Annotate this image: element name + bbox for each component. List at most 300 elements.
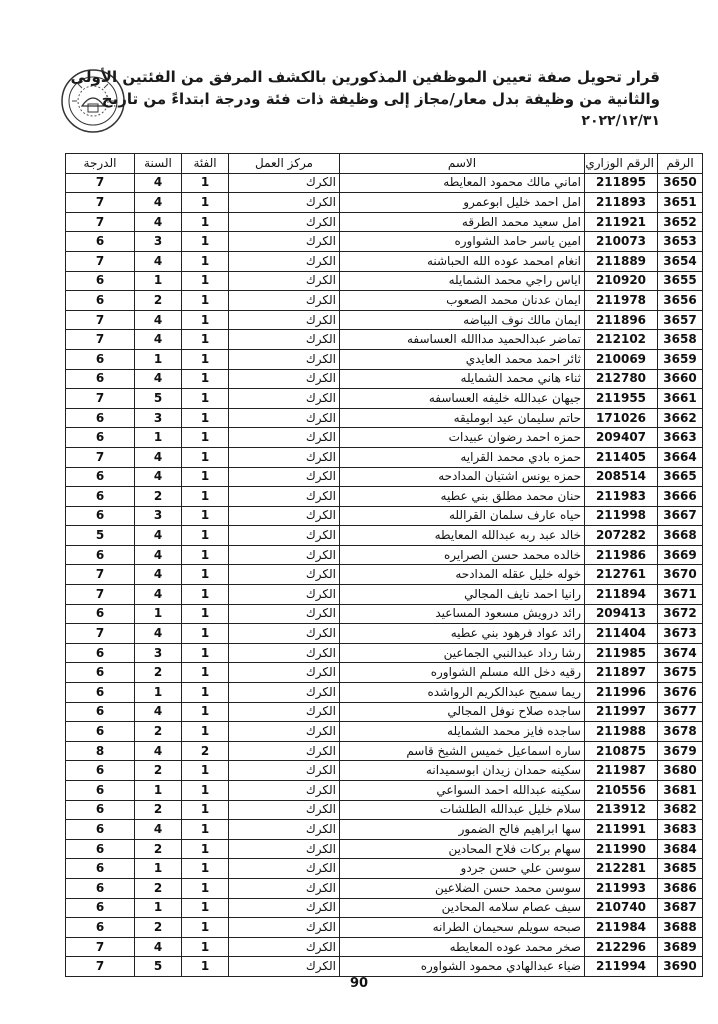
table-row: [66, 506, 703, 526]
cell-work-center: الكرك: [229, 173, 340, 193]
cell-name: ثائر احمد محمد العايدي: [340, 349, 585, 369]
cell-category: 1: [182, 232, 229, 252]
cell-work-center: الكرك: [229, 624, 340, 644]
cell-year: 1: [135, 781, 182, 801]
cell-ministry-no: 210556: [585, 781, 658, 801]
table-row: [66, 251, 703, 271]
table-row: [66, 389, 703, 409]
cell-grade: 6: [66, 898, 135, 918]
cell-serial: 3670: [658, 565, 703, 585]
cell-grade: 6: [66, 663, 135, 683]
cell-grade: 6: [66, 349, 135, 369]
cell-ministry-no: 210875: [585, 741, 658, 761]
cell-grade: 7: [66, 193, 135, 213]
cell-serial: 3689: [658, 937, 703, 957]
table-row: [66, 859, 703, 879]
table-row: [66, 898, 703, 918]
cell-work-center: الكرك: [229, 683, 340, 703]
cell-work-center: الكرك: [229, 447, 340, 467]
cell-work-center: الكرك: [229, 643, 340, 663]
cell-category: 1: [182, 349, 229, 369]
cell-name: حياه عارف سلمان القرالله: [340, 506, 585, 526]
cell-name: ريما سميح عبدالكريم الرواشده: [340, 683, 585, 703]
cell-work-center: الكرك: [229, 428, 340, 448]
cell-grade: 6: [66, 800, 135, 820]
cell-grade: 6: [66, 428, 135, 448]
cell-work-center: الكرك: [229, 957, 340, 977]
table-row: [66, 310, 703, 330]
table-row: [66, 212, 703, 232]
cell-year: 1: [135, 683, 182, 703]
cell-ministry-no: 212296: [585, 937, 658, 957]
table-row: [66, 330, 703, 350]
cell-ministry-no: 210073: [585, 232, 658, 252]
table-row: [66, 937, 703, 957]
table-row: [66, 467, 703, 487]
cell-category: 1: [182, 565, 229, 585]
cell-name: ساجده صلاح نوفل المجالي: [340, 702, 585, 722]
cell-grade: 6: [66, 369, 135, 389]
table-row: [66, 663, 703, 683]
cell-grade: 6: [66, 761, 135, 781]
cell-year: 2: [135, 761, 182, 781]
cell-year: 2: [135, 918, 182, 938]
cell-ministry-no: 212761: [585, 565, 658, 585]
table-row: [66, 271, 703, 291]
table-row: [66, 604, 703, 624]
cell-grade: 7: [66, 937, 135, 957]
table-row: [66, 291, 703, 311]
cell-year: 1: [135, 271, 182, 291]
cell-work-center: الكرك: [229, 898, 340, 918]
cell-category: 1: [182, 271, 229, 291]
cell-ministry-no: 209407: [585, 428, 658, 448]
cell-name: اياس راجي محمد الشمايله: [340, 271, 585, 291]
cell-name: تماضر عبدالحميد مداالله العساسفه: [340, 330, 585, 350]
cell-work-center: الكرك: [229, 291, 340, 311]
cell-name: ايمان عدنان محمد الصعوب: [340, 291, 585, 311]
table-row: [66, 643, 703, 663]
cell-year: 3: [135, 232, 182, 252]
table-row: [66, 173, 703, 193]
cell-grade: 6: [66, 683, 135, 703]
cell-year: 4: [135, 820, 182, 840]
cell-category: 1: [182, 173, 229, 193]
table-row: [66, 487, 703, 507]
cell-ministry-no: 211985: [585, 643, 658, 663]
cell-serial: 3658: [658, 330, 703, 350]
cell-grade: 6: [66, 487, 135, 507]
cell-grade: 6: [66, 839, 135, 859]
cell-name: رائد عواد فرهود بني عطيه: [340, 624, 585, 644]
cell-year: 2: [135, 839, 182, 859]
cell-work-center: الكرك: [229, 918, 340, 938]
cell-work-center: الكرك: [229, 389, 340, 409]
table-row: [66, 722, 703, 742]
cell-name: ساره اسماعيل خميس الشيخ قاسم: [340, 741, 585, 761]
cell-name: انغام امحمد عوده الله الحباشنه: [340, 251, 585, 271]
cell-year: 4: [135, 937, 182, 957]
cell-ministry-no: 211988: [585, 722, 658, 742]
cell-work-center: الكرك: [229, 232, 340, 252]
table-body: [66, 173, 703, 976]
table-row: [66, 565, 703, 585]
cell-ministry-no: 211955: [585, 389, 658, 409]
cell-year: 3: [135, 643, 182, 663]
cell-name: سكينه عبدالله احمد السواعي: [340, 781, 585, 801]
cell-grade: 6: [66, 878, 135, 898]
cell-ministry-no: 210740: [585, 898, 658, 918]
cell-year: 4: [135, 526, 182, 546]
column-header-category: الفئة: [182, 154, 229, 174]
cell-name: رشا رداد عبدالنبي الجماعين: [340, 643, 585, 663]
cell-work-center: الكرك: [229, 663, 340, 683]
column-header-work-center: مركز العمل: [229, 154, 340, 174]
document-header: [60, 66, 660, 138]
table-row: [66, 741, 703, 761]
cell-work-center: الكرك: [229, 722, 340, 742]
cell-name: رقيه دخل الله مسلم الشواوره: [340, 663, 585, 683]
cell-year: 4: [135, 330, 182, 350]
cell-name: سهام بركات فلاح المحادين: [340, 839, 585, 859]
cell-ministry-no: 211983: [585, 487, 658, 507]
table-row: [66, 408, 703, 428]
cell-category: 1: [182, 389, 229, 409]
cell-work-center: الكرك: [229, 800, 340, 820]
cell-ministry-no: 211889: [585, 251, 658, 271]
table-row: [66, 820, 703, 840]
cell-ministry-no: 211405: [585, 447, 658, 467]
cell-work-center: الكرك: [229, 937, 340, 957]
cell-grade: 6: [66, 271, 135, 291]
cell-name: خالد عبد ربه عبدالله المعايطه: [340, 526, 585, 546]
cell-ministry-no: 212780: [585, 369, 658, 389]
cell-name: ساجده فايز محمد الشمايله: [340, 722, 585, 742]
cell-category: 1: [182, 428, 229, 448]
cell-grade: 6: [66, 408, 135, 428]
cell-name: صبحه سويلم سحيمان الطرانه: [340, 918, 585, 938]
cell-grade: 7: [66, 624, 135, 644]
cell-serial: 3684: [658, 839, 703, 859]
cell-category: 1: [182, 702, 229, 722]
cell-grade: 7: [66, 585, 135, 605]
cell-serial: 3686: [658, 878, 703, 898]
column-header-grade: الدرجة: [66, 154, 135, 174]
cell-category: 1: [182, 506, 229, 526]
cell-grade: 7: [66, 310, 135, 330]
table-row: [66, 957, 703, 977]
cell-year: 2: [135, 663, 182, 683]
cell-serial: 3651: [658, 193, 703, 213]
cell-year: 5: [135, 957, 182, 977]
cell-category: 1: [182, 251, 229, 271]
cell-ministry-no: 211404: [585, 624, 658, 644]
cell-category: 1: [182, 193, 229, 213]
cell-ministry-no: 211996: [585, 683, 658, 703]
cell-ministry-no: 211896: [585, 310, 658, 330]
cell-name: سوسن علي حسن جردو: [340, 859, 585, 879]
cell-grade: 6: [66, 859, 135, 879]
cell-serial: 3675: [658, 663, 703, 683]
cell-serial: 3655: [658, 271, 703, 291]
cell-grade: 6: [66, 604, 135, 624]
cell-grade: 6: [66, 232, 135, 252]
cell-category: 1: [182, 898, 229, 918]
cell-name: امل احمد خليل ابوعمرو: [340, 193, 585, 213]
cell-name: حمزه بادي محمد القرايه: [340, 447, 585, 467]
cell-serial: 3653: [658, 232, 703, 252]
table-row: [66, 545, 703, 565]
cell-category: 1: [182, 604, 229, 624]
cell-work-center: الكرك: [229, 545, 340, 565]
table-row: [66, 800, 703, 820]
cell-work-center: الكرك: [229, 271, 340, 291]
table-row: [66, 369, 703, 389]
cell-serial: 3661: [658, 389, 703, 409]
table-row: [66, 918, 703, 938]
cell-grade: 6: [66, 467, 135, 487]
table-row: [66, 447, 703, 467]
cell-year: 4: [135, 369, 182, 389]
column-header-serial: الرقم: [658, 154, 703, 174]
cell-ministry-no: 211994: [585, 957, 658, 977]
cell-name: رائد درويش مسعود المساعيد: [340, 604, 585, 624]
cell-category: 1: [182, 957, 229, 977]
cell-ministry-no: 211978: [585, 291, 658, 311]
cell-work-center: الكرك: [229, 408, 340, 428]
decision-title: [70, 66, 660, 132]
table-row: [66, 761, 703, 781]
cell-serial: 3677: [658, 702, 703, 722]
cell-category: 1: [182, 722, 229, 742]
cell-ministry-no: 211984: [585, 918, 658, 938]
cell-work-center: الكرك: [229, 330, 340, 350]
cell-year: 4: [135, 741, 182, 761]
cell-serial: 3680: [658, 761, 703, 781]
cell-grade: 6: [66, 918, 135, 938]
cell-name: سكينه حمدان زيدان ابوسميدانه: [340, 761, 585, 781]
cell-serial: 3656: [658, 291, 703, 311]
cell-year: 4: [135, 447, 182, 467]
table-row: [66, 624, 703, 644]
cell-name: ثناء هاني محمد الشمايله: [340, 369, 585, 389]
cell-serial: 3672: [658, 604, 703, 624]
cell-serial: 3660: [658, 369, 703, 389]
cell-ministry-no: 211895: [585, 173, 658, 193]
cell-year: 2: [135, 291, 182, 311]
cell-ministry-no: 210069: [585, 349, 658, 369]
cell-serial: 3681: [658, 781, 703, 801]
cell-serial: 3690: [658, 957, 703, 977]
cell-ministry-no: 211990: [585, 839, 658, 859]
cell-ministry-no: 209413: [585, 604, 658, 624]
cell-ministry-no: 211987: [585, 761, 658, 781]
cell-category: 1: [182, 878, 229, 898]
cell-name: جيهان عبدالله خليفه العساسفه: [340, 389, 585, 409]
cell-ministry-no: 212102: [585, 330, 658, 350]
cell-work-center: الكرك: [229, 193, 340, 213]
cell-work-center: الكرك: [229, 212, 340, 232]
cell-serial: 3678: [658, 722, 703, 742]
cell-name: رانيا احمد نايف المجالي: [340, 585, 585, 605]
cell-serial: 3683: [658, 820, 703, 840]
cell-name: اماني مالك محمود المعايطه: [340, 173, 585, 193]
cell-grade: 6: [66, 820, 135, 840]
cell-serial: 3676: [658, 683, 703, 703]
cell-serial: 3657: [658, 310, 703, 330]
cell-year: 4: [135, 565, 182, 585]
cell-grade: 6: [66, 781, 135, 801]
cell-ministry-no: 208514: [585, 467, 658, 487]
cell-grade: 7: [66, 957, 135, 977]
cell-year: 4: [135, 310, 182, 330]
cell-grade: 6: [66, 643, 135, 663]
column-header-year: السنة: [135, 154, 182, 174]
cell-name: حنان محمد مطلق بني عطيه: [340, 487, 585, 507]
cell-category: 1: [182, 310, 229, 330]
cell-ministry-no: 211921: [585, 212, 658, 232]
table-row: [66, 839, 703, 859]
table-row: [66, 526, 703, 546]
cell-category: 1: [182, 467, 229, 487]
cell-year: 1: [135, 349, 182, 369]
table-row: [66, 349, 703, 369]
cell-year: 4: [135, 702, 182, 722]
cell-ministry-no: 211893: [585, 193, 658, 213]
column-header-name: الاسم: [340, 154, 585, 174]
cell-ministry-no: 211993: [585, 878, 658, 898]
cell-category: 1: [182, 369, 229, 389]
cell-grade: 6: [66, 291, 135, 311]
cell-name: صخر محمد عوده المعايطه: [340, 937, 585, 957]
cell-serial: 3674: [658, 643, 703, 663]
cell-category: 1: [182, 447, 229, 467]
decision-title-line-2: والثانية من وظيفة بدل معار/مجاز إلى وظيفة ذات فئة ودرجة ابتداءً من تاريخ: [101, 90, 660, 108]
cell-grade: 7: [66, 447, 135, 467]
cell-category: 1: [182, 859, 229, 879]
effective-date: ٢٠٢٢/١٢/٣١: [581, 113, 660, 129]
cell-ministry-no: 213912: [585, 800, 658, 820]
cell-serial: 3668: [658, 526, 703, 546]
cell-category: 1: [182, 526, 229, 546]
cell-name: امين ياسر حامد الشواوره: [340, 232, 585, 252]
cell-ministry-no: 212281: [585, 859, 658, 879]
cell-serial: 3688: [658, 918, 703, 938]
cell-category: 2: [182, 741, 229, 761]
table-row: [66, 781, 703, 801]
cell-year: 4: [135, 545, 182, 565]
cell-ministry-no: 171026: [585, 408, 658, 428]
cell-category: 1: [182, 937, 229, 957]
cell-work-center: الكرك: [229, 251, 340, 271]
cell-year: 1: [135, 428, 182, 448]
table-row: [66, 428, 703, 448]
cell-serial: 3667: [658, 506, 703, 526]
cell-category: 1: [182, 643, 229, 663]
cell-serial: 3654: [658, 251, 703, 271]
cell-serial: 3662: [658, 408, 703, 428]
cell-category: 1: [182, 585, 229, 605]
cell-work-center: الكرك: [229, 878, 340, 898]
cell-work-center: الكرك: [229, 349, 340, 369]
cell-work-center: الكرك: [229, 604, 340, 624]
cell-serial: 3679: [658, 741, 703, 761]
cell-ministry-no: 211986: [585, 545, 658, 565]
cell-serial: 3659: [658, 349, 703, 369]
cell-category: 1: [182, 212, 229, 232]
cell-grade: 6: [66, 545, 135, 565]
cell-serial: 3664: [658, 447, 703, 467]
cell-year: 2: [135, 878, 182, 898]
cell-ministry-no: 210920: [585, 271, 658, 291]
table-row: [66, 878, 703, 898]
cell-year: 5: [135, 389, 182, 409]
cell-ministry-no: 207282: [585, 526, 658, 546]
cell-name: ضياء عبدالهادي محمود الشواوره: [340, 957, 585, 977]
cell-serial: 3652: [658, 212, 703, 232]
cell-serial: 3687: [658, 898, 703, 918]
cell-category: 1: [182, 800, 229, 820]
table-row: [66, 232, 703, 252]
cell-category: 1: [182, 330, 229, 350]
cell-category: 1: [182, 839, 229, 859]
cell-year: 4: [135, 624, 182, 644]
cell-work-center: الكرك: [229, 859, 340, 879]
cell-serial: 3685: [658, 859, 703, 879]
cell-ministry-no: 211991: [585, 820, 658, 840]
cell-serial: 3663: [658, 428, 703, 448]
cell-grade: 7: [66, 251, 135, 271]
table-row: [66, 585, 703, 605]
cell-serial: 3673: [658, 624, 703, 644]
cell-ministry-no: 211894: [585, 585, 658, 605]
cell-category: 1: [182, 683, 229, 703]
cell-serial: 3682: [658, 800, 703, 820]
cell-grade: 6: [66, 722, 135, 742]
cell-work-center: الكرك: [229, 565, 340, 585]
cell-serial: 3669: [658, 545, 703, 565]
table-row: [66, 702, 703, 722]
cell-work-center: الكرك: [229, 369, 340, 389]
cell-ministry-no: 211998: [585, 506, 658, 526]
column-header-ministry-no: الرقم الوزاري: [585, 154, 658, 174]
cell-work-center: الكرك: [229, 761, 340, 781]
cell-category: 1: [182, 545, 229, 565]
cell-grade: 7: [66, 389, 135, 409]
cell-serial: 3671: [658, 585, 703, 605]
cell-grade: 6: [66, 506, 135, 526]
employee-table: [65, 153, 703, 977]
cell-work-center: الكرك: [229, 781, 340, 801]
cell-year: 2: [135, 800, 182, 820]
cell-year: 3: [135, 506, 182, 526]
cell-ministry-no: 211897: [585, 663, 658, 683]
cell-grade: 7: [66, 565, 135, 585]
cell-year: 2: [135, 722, 182, 742]
page-number: 90: [349, 976, 369, 991]
cell-name: سوسن محمد حسن الضلاعين: [340, 878, 585, 898]
cell-year: 4: [135, 173, 182, 193]
cell-year: 1: [135, 604, 182, 624]
cell-grade: 6: [66, 702, 135, 722]
cell-grade: 7: [66, 330, 135, 350]
cell-name: سيف عصام سلامه المحادين: [340, 898, 585, 918]
cell-category: 1: [182, 487, 229, 507]
cell-work-center: الكرك: [229, 702, 340, 722]
cell-year: 4: [135, 585, 182, 605]
cell-ministry-no: 211997: [585, 702, 658, 722]
cell-work-center: الكرك: [229, 506, 340, 526]
